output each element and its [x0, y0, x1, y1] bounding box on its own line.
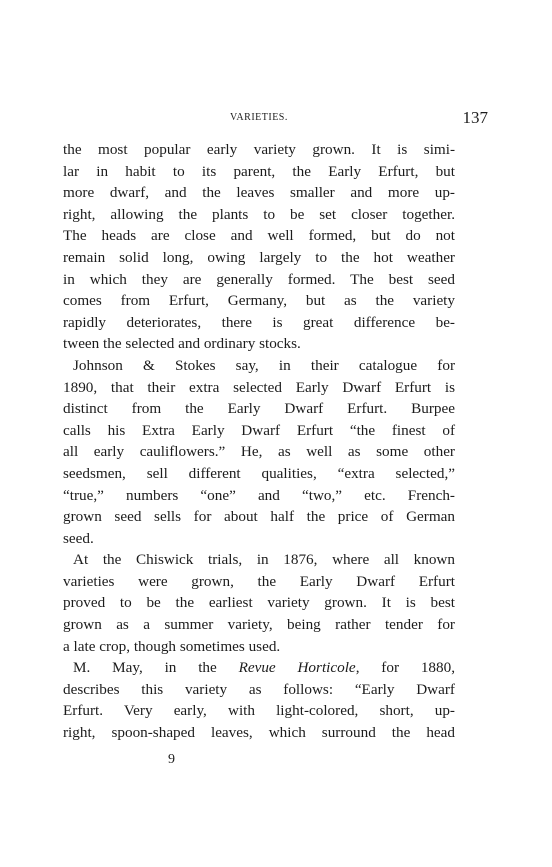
text-line: seedsmen, sell different qualities, “extra selected,”	[63, 464, 455, 482]
text-line: tween the selected and ordinary stocks.	[63, 335, 301, 353]
text-line: right, spoon-shaped leaves, which surround the head	[63, 724, 455, 742]
text-line: comes from Erfurt, Germany, but as the variety	[63, 292, 455, 310]
text-line: grown seed sells for about half the price of German	[63, 508, 455, 526]
running-title: VARIETIES.	[230, 112, 288, 123]
text-line: all early cauliflowers.” He, as well as some other	[63, 443, 455, 461]
signature-mark: 9	[168, 752, 175, 767]
text-line: seed.	[63, 529, 94, 547]
running-head	[60, 108, 490, 130]
page-number: 137	[462, 108, 488, 127]
text-line: describes this variety as follows: “Early Dwarf	[63, 680, 455, 698]
text-line: the most popular early variety grown. It is simi-	[63, 141, 455, 158]
body-text	[63, 139, 455, 744]
text-line: grown as a summer variety, being rather tender for	[63, 616, 455, 634]
text-line: “true,” numbers “one” and “two,” etc. French-	[63, 486, 455, 504]
text-line: remain solid long, owing largely to the hot weather	[63, 248, 455, 266]
text-line: 1890, that their extra selected Early Dwarf Erfurt is	[63, 378, 455, 396]
text-line: more dwarf, and the leaves smaller and more up-	[63, 184, 455, 202]
text-line: lar in habit to its parent, the Early Erfurt, but	[63, 162, 455, 180]
text-line: rapidly deteriorates, there is great difference be-	[63, 313, 455, 331]
text-line: Erfurt. Very early, with light-colored, short, up-	[63, 702, 455, 720]
text-line: right, allowing the plants to be set closer together.	[63, 205, 455, 223]
text-line: calls his Extra Early Dwarf Erfurt “the finest of	[63, 421, 455, 439]
text-line: in which they are generally formed. The best seed	[63, 270, 455, 288]
text-line: M. May, in the Revue Horticole, for 1880,	[73, 659, 455, 677]
text-line: The heads are close and well formed, but do not	[63, 227, 455, 245]
text-line: varieties were grown, the Early Dwarf Erfurt	[63, 572, 455, 590]
text-line: Johnson & Stokes say, in their catalogue for	[73, 356, 455, 374]
text-line: proved to be the earliest variety grown. It is best	[63, 594, 455, 612]
text-line: At the Chiswick trials, in 1876, where all known	[73, 551, 455, 569]
text-line: a late crop, though sometimes used.	[63, 637, 281, 655]
text-line: distinct from the Early Dwarf Erfurt. Burpee	[63, 400, 455, 418]
